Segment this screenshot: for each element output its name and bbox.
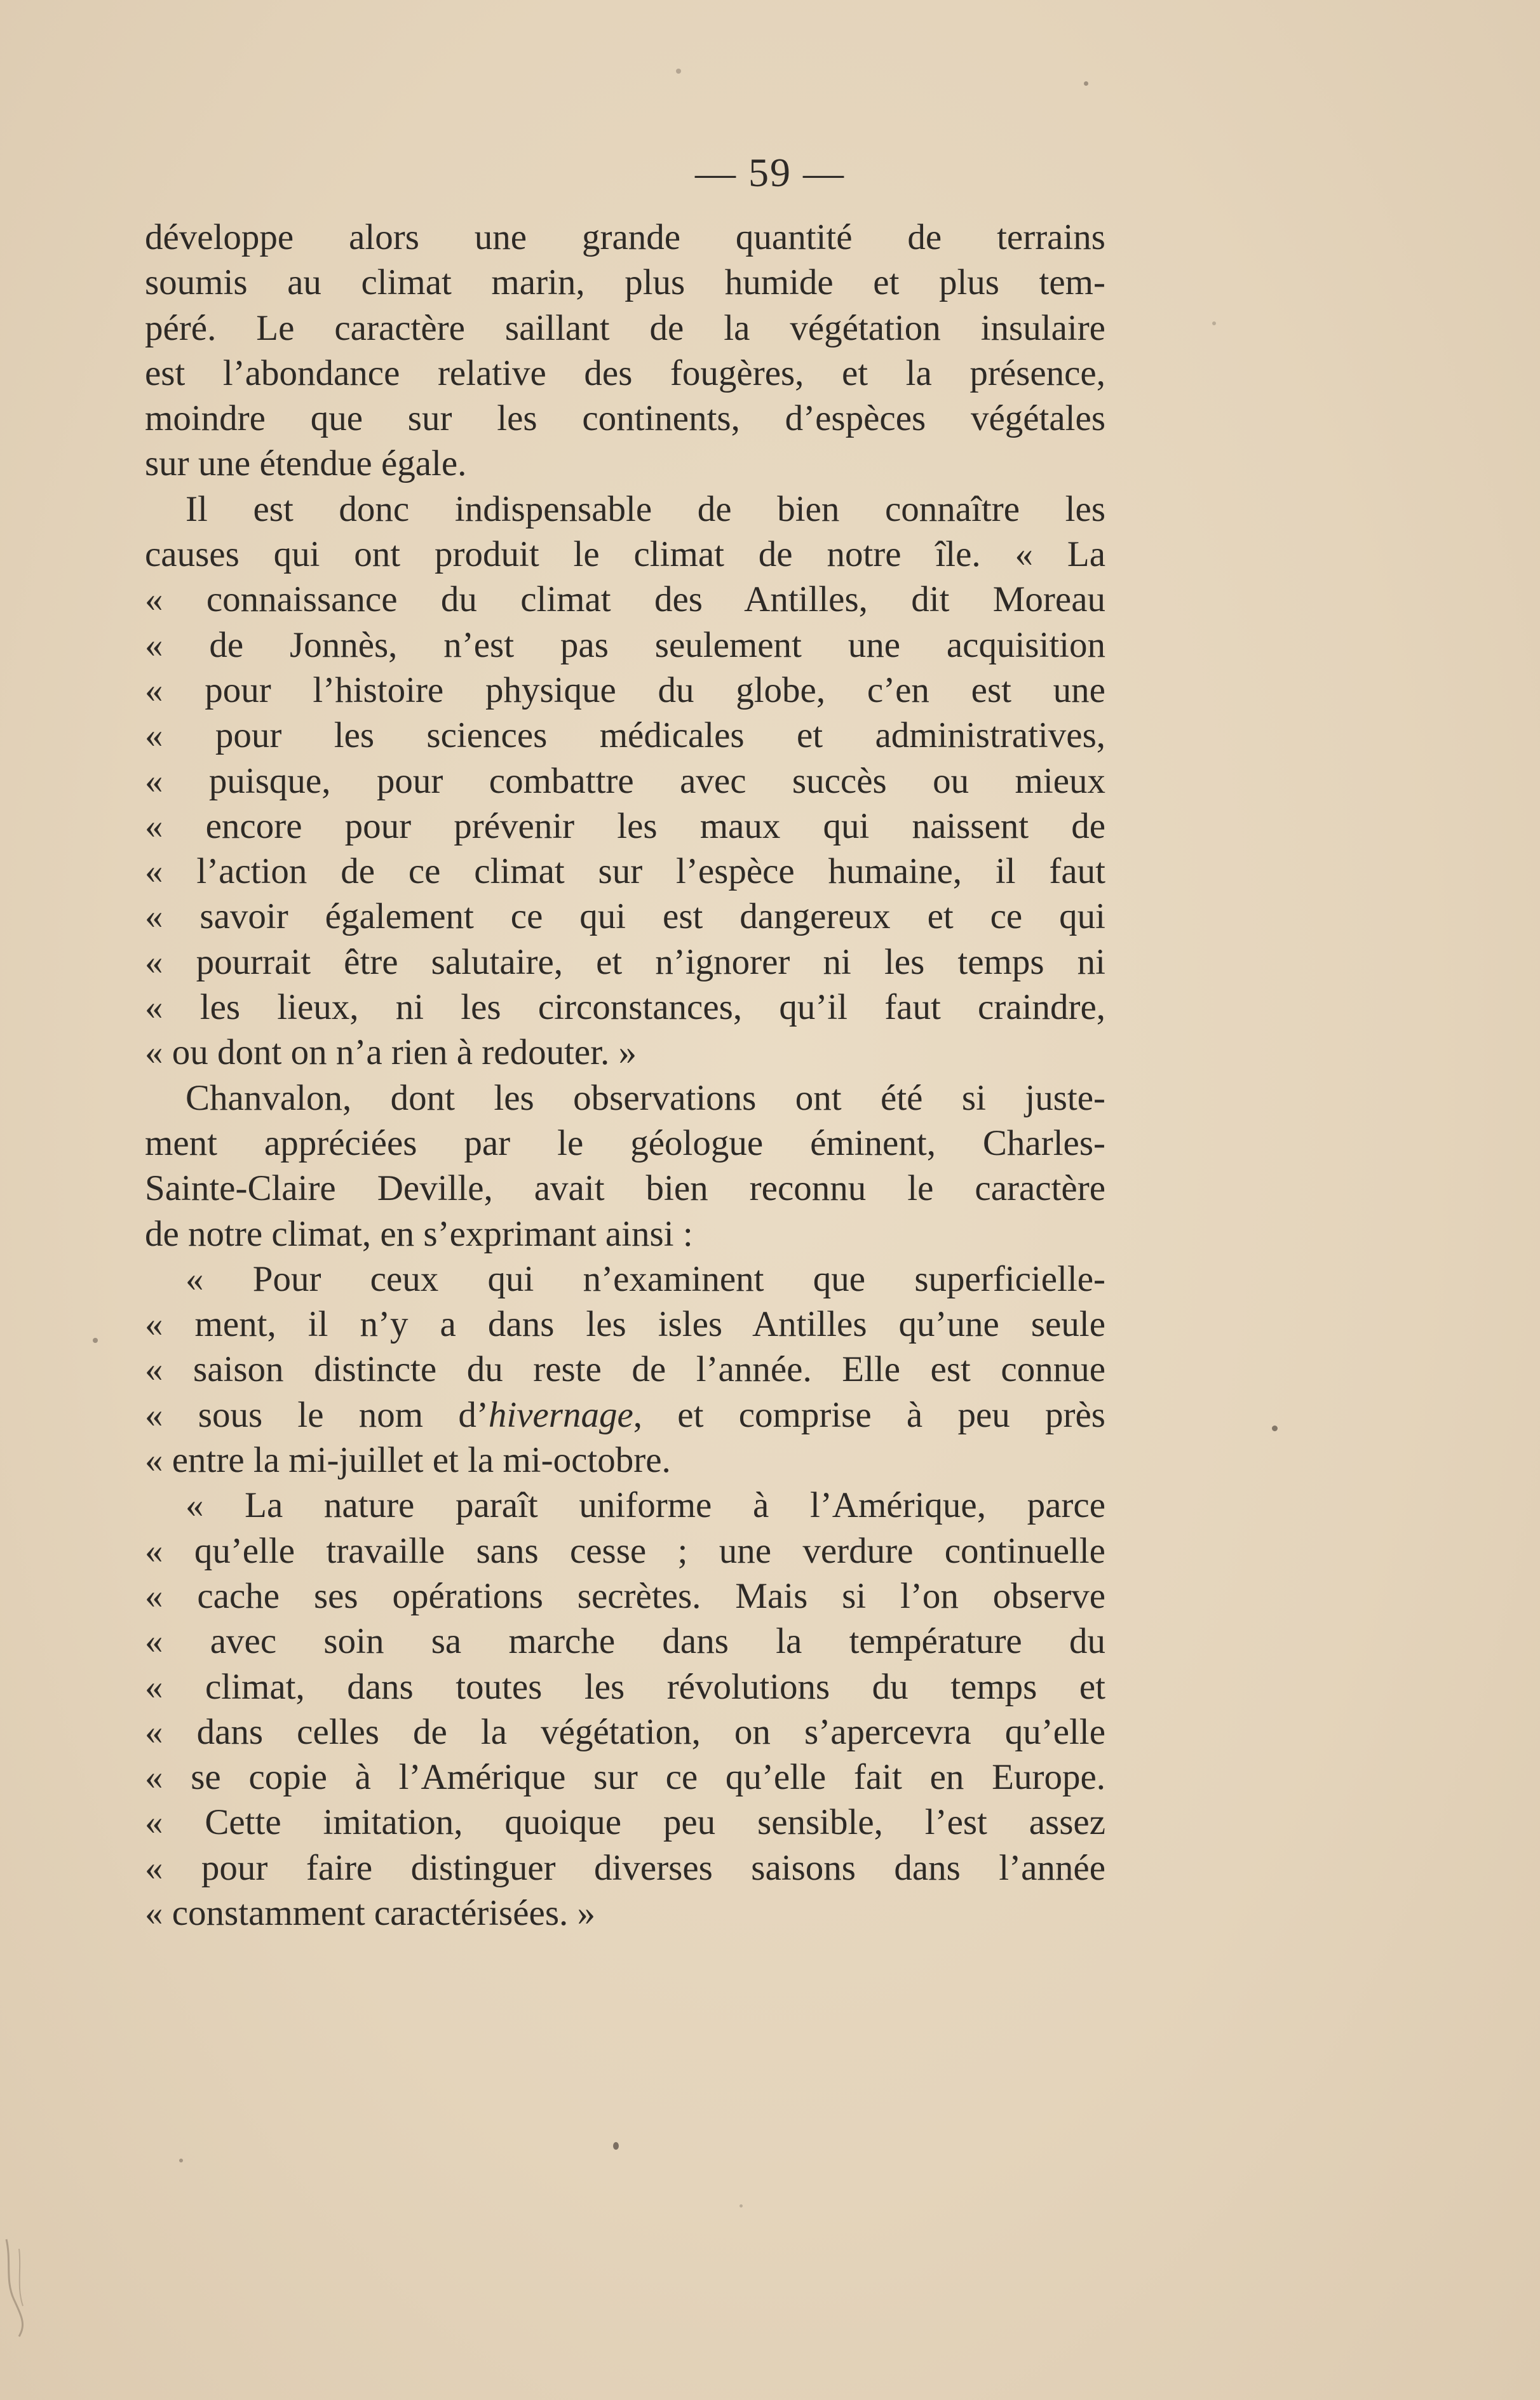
text-line: « pour faire distinguer diverses saisons dans l’année [145, 1847, 1105, 1888]
text-line: « climat, dans toutes les révolutions du temps et [145, 1666, 1105, 1707]
text-line: Sainte-Claire Deville, avait bien reconnu le caractère [145, 1168, 1105, 1209]
text-line: « ou dont on n’a rien à redouter. » [145, 1032, 637, 1073]
text-line: « connaissance du climat des Antilles, dit Moreau [145, 579, 1105, 620]
text-line: « Cette imitation, quoique peu sensible, l’est assez [145, 1802, 1105, 1843]
paper-speck [1272, 1426, 1278, 1431]
text-line: « l’action de ce climat sur l’espèce humaine, il faut [145, 851, 1105, 892]
text-line: « entre la mi-juillet et la mi-octobre. [145, 1440, 671, 1481]
paper-speck [93, 1338, 98, 1343]
text-line: « Pour ceux qui n’examinent que superficielle- [186, 1258, 1105, 1299]
text-line: « avec soin sa marche dans la température du [145, 1621, 1105, 1662]
text-line: « pour les sciences médicales et administratives, [145, 715, 1105, 756]
text-line: Chanvalon, dont les observations ont été si juste- [186, 1077, 1105, 1118]
paper-edge-mark [0, 2236, 38, 2338]
page-number: — 59 — [695, 150, 845, 195]
text-line: « ment, il n’y a dans les isles Antilles qu’une seule [145, 1304, 1105, 1345]
paper-speck [1212, 321, 1216, 325]
text-line: « pourrait être salutaire, et n’ignorer ni les temps ni [145, 941, 1105, 982]
text-line: « pour l’histoire physique du globe, c’en est une [145, 670, 1105, 710]
italic-term: hivernage [488, 1394, 633, 1435]
text-line: sur une étendue égale. [145, 443, 467, 484]
text-line: « dans celles de la végétation, on s’apercevra qu’elle [145, 1711, 1105, 1752]
text-line: moindre que sur les continents, d’espèces végétales [145, 398, 1105, 439]
text-line: « qu’elle travaille sans cesse ; une verdure continuelle [145, 1530, 1105, 1571]
text-line: de notre climat, en s’exprimant ainsi : [145, 1213, 693, 1254]
paper-speck [1084, 81, 1088, 86]
text-line: « constamment caractérisées. » [145, 1892, 596, 1933]
text-line: « cache ses opérations secrètes. Mais si l’on observe [145, 1575, 1105, 1616]
text-line: « savoir également ce qui est dangereux et ce qui [145, 896, 1105, 937]
text-line: développe alors une grande quantité de terrains [145, 217, 1105, 257]
text-line: « de Jonnès, n’est pas seulement une acquisition [145, 624, 1105, 665]
paper-speck [613, 2142, 619, 2150]
text-line: « sous le nom d’hivernage, et comprise à peu près [145, 1394, 1105, 1435]
body-text [145, 215, 1105, 1936]
text-line: « encore pour prévenir les maux qui naissent de [145, 806, 1105, 846]
text-line: Il est donc indispensable de bien connaître les [186, 489, 1105, 529]
text-line: « saison distincte du reste de l’année. Elle est connue [145, 1349, 1105, 1390]
text-line: « les lieux, ni les circonstances, qu’il faut craindre, [145, 987, 1105, 1028]
text-line: soumis au climat marin, plus humide et plus tem- [145, 262, 1105, 303]
paper-speck [740, 2204, 743, 2208]
text-line: ment appréciées par le géologue éminent, Charles- [145, 1122, 1105, 1163]
text-line: péré. Le caractère saillant de la végétation insulaire [145, 307, 1105, 348]
text-line: est l’abondance relative des fougères, et la présence, [145, 353, 1105, 393]
text-line: causes qui ont produit le climat de notre île. « La [145, 534, 1105, 575]
paper-speck [179, 2159, 183, 2162]
text-line: « se copie à l’Amérique sur ce qu’elle fait en Europe. [145, 1757, 1105, 1798]
text-line: « La nature paraît uniforme à l’Amérique, parce [186, 1485, 1105, 1526]
paper-speck [676, 69, 681, 74]
text-line: « puisque, pour combattre avec succès ou mieux [145, 760, 1105, 801]
